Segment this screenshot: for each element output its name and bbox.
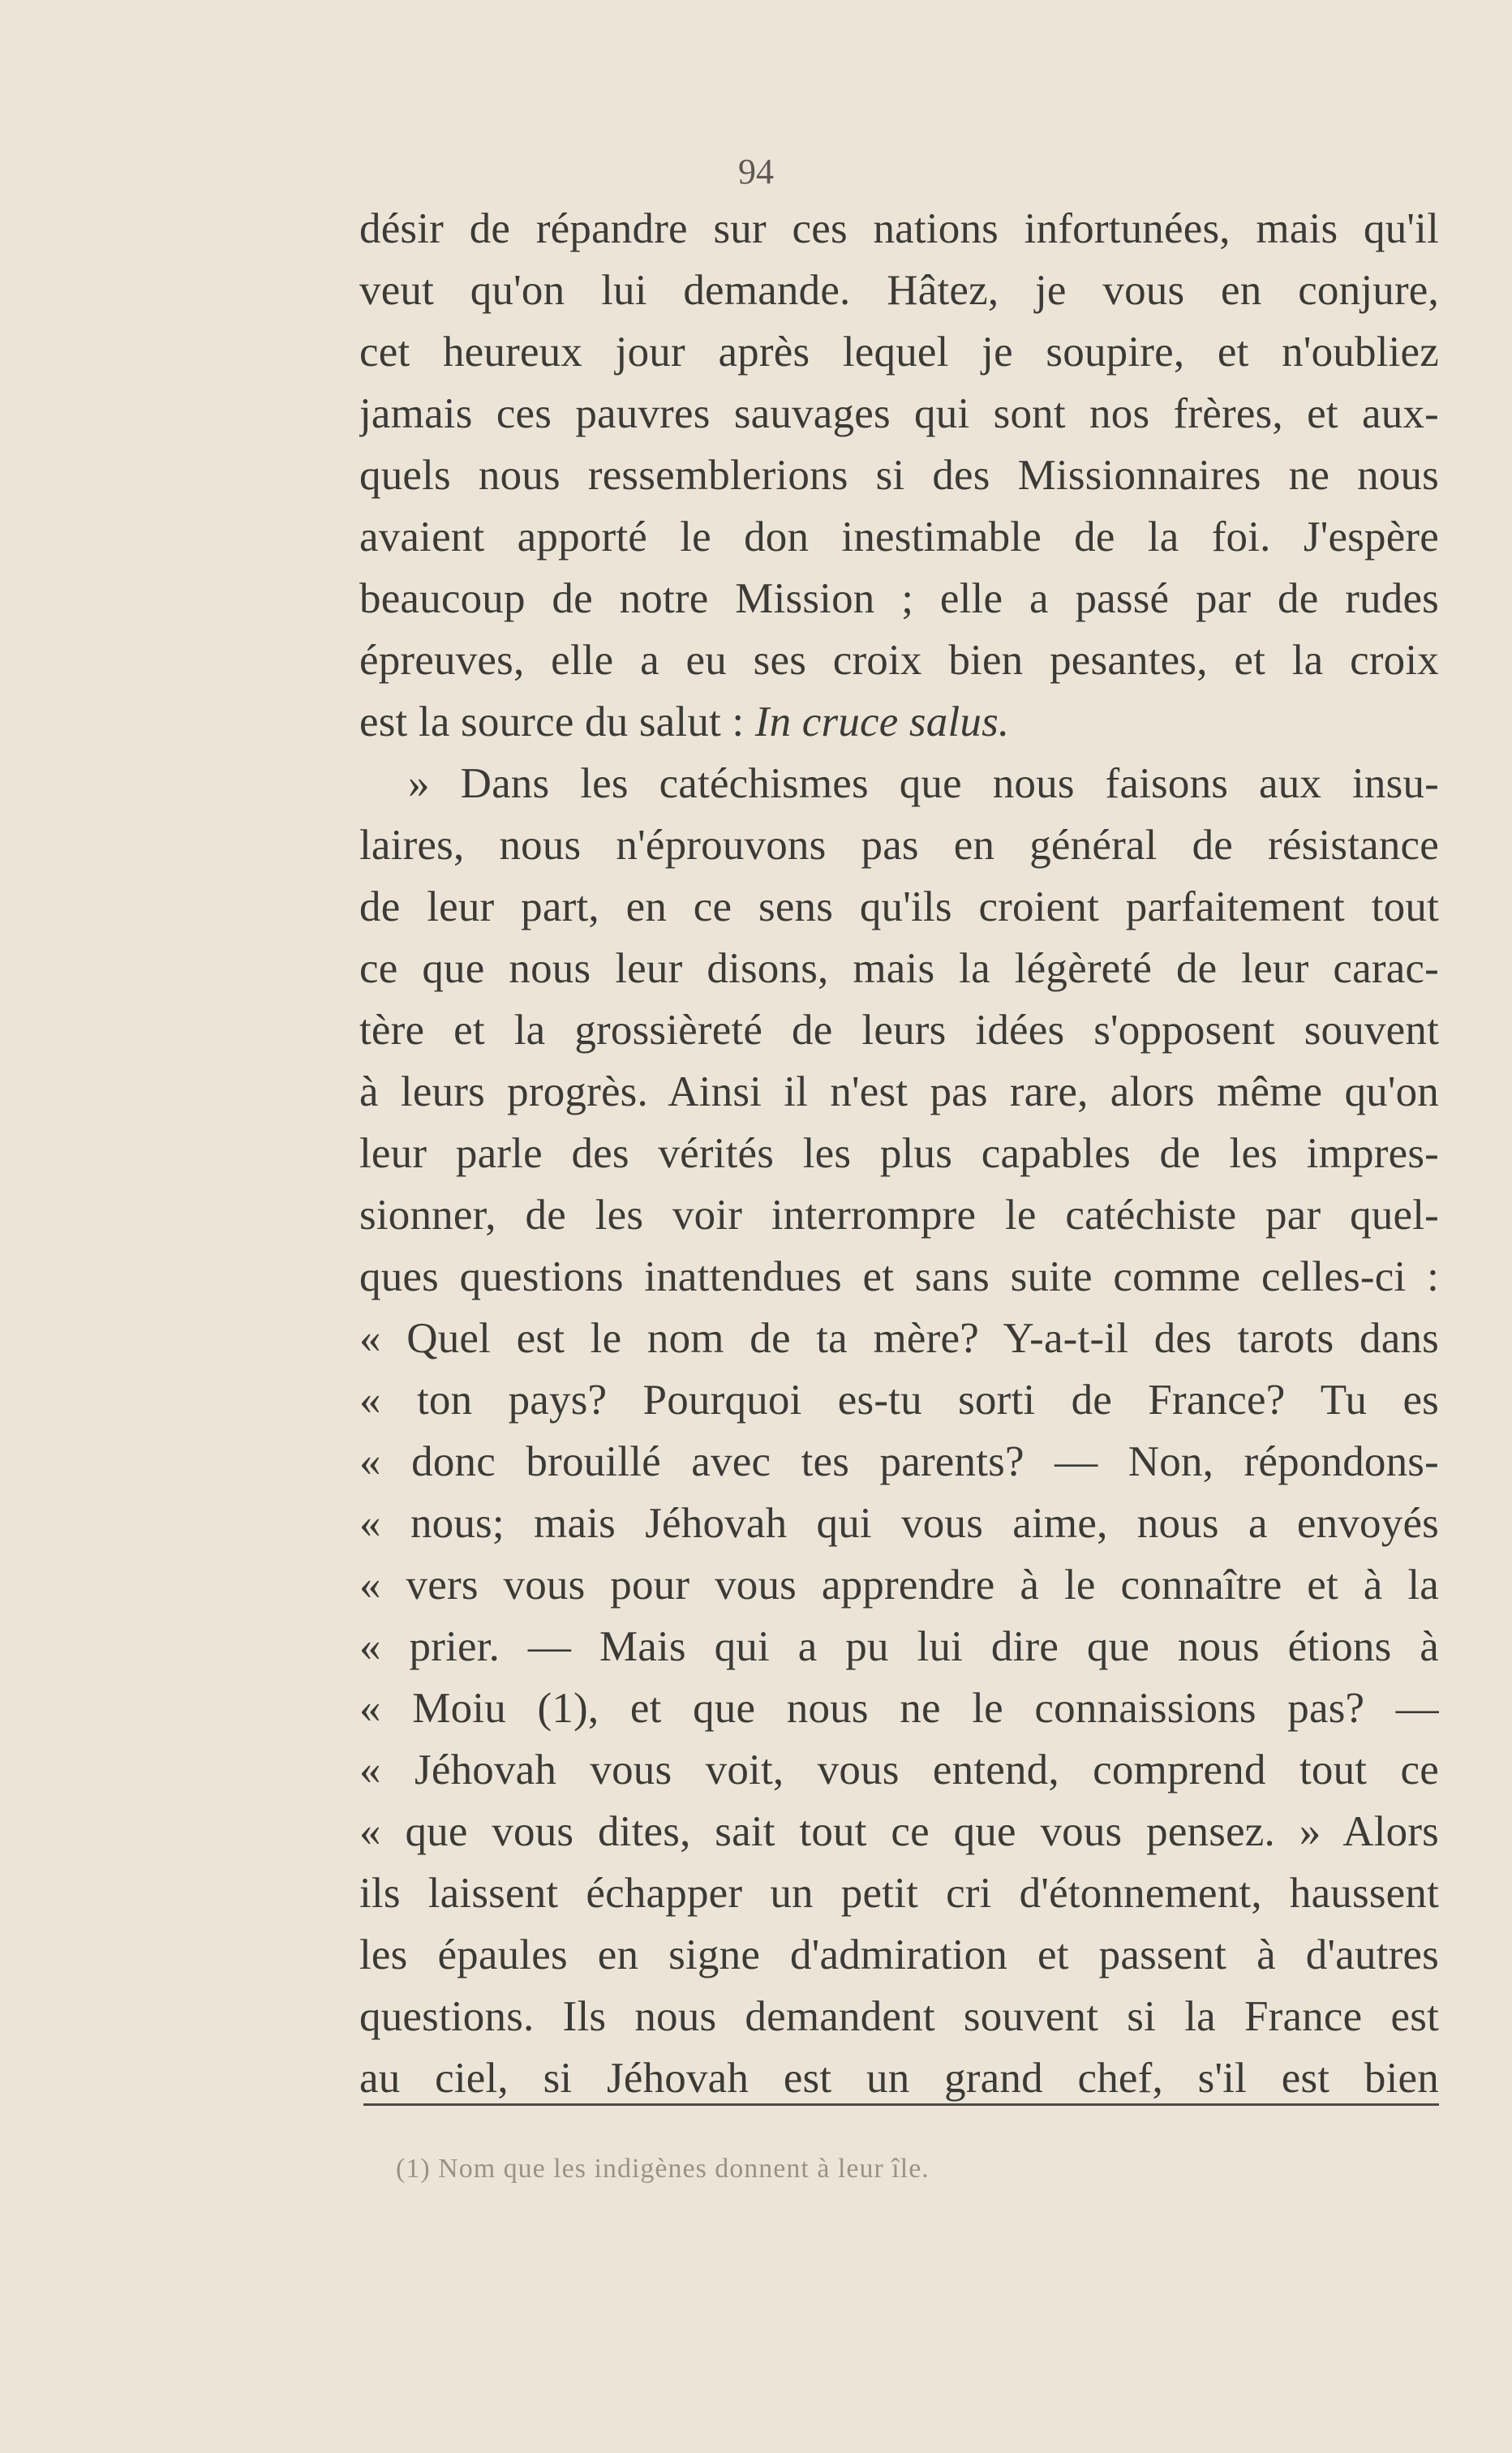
- text-line: au ciel, si Jéhovah est un grand chef, s'il est bien: [359, 2055, 1439, 2102]
- italic-motto: In cruce salus.: [754, 698, 1010, 745]
- body-text: [359, 198, 1439, 2109]
- text-line: beaucoup de notre Mission ; elle a passé par de rudes: [359, 575, 1439, 622]
- text-line-quote: « Jéhovah vous voit, vous entend, comprend tout ce: [359, 1746, 1439, 1794]
- text-line: veut qu'on lui demande. Hâtez, je vous en conjure,: [359, 267, 1439, 314]
- text-line-quote: « que vous dites, sait tout ce que vous pensez. » Alors: [359, 1808, 1439, 1855]
- text-line-quote: « Moiu (1), et que nous ne le connaissions pas? —: [359, 1685, 1439, 1732]
- text-line: jamais ces pauvres sauvages qui sont nos frères, et aux-: [359, 390, 1439, 437]
- text-line-quote: « vers vous pour vous apprendre à le connaître et à la: [359, 1562, 1439, 1609]
- text-line: ques questions inattendues et sans suite comme celles-ci :: [359, 1253, 1439, 1300]
- text-line-quote: « nous; mais Jéhovah qui vous aime, nous a envoyés: [359, 1500, 1439, 1547]
- text-line: laires, nous n'éprouvons pas en général de résistance: [359, 822, 1439, 869]
- text-line: de leur part, en ce sens qu'ils croient parfaitement tout: [359, 883, 1439, 930]
- text-line: tère et la grossièreté de leurs idées s'opposent souvent: [359, 1007, 1439, 1054]
- text-line-part: est la source du salut :: [359, 698, 745, 745]
- text-line: sionner, de les voir interrompre le catéchiste par quel-: [359, 1192, 1439, 1239]
- text-line-quote: « donc brouillé avec tes parents? — Non, répondons-: [359, 1438, 1439, 1485]
- text-line: avaient apporté le don inestimable de la foi. J'espère: [359, 513, 1439, 561]
- text-line: quels nous ressemblerions si des Missionnaires ne nous: [359, 452, 1439, 499]
- text-line: cet heureux jour après lequel je soupire, et n'oubliez: [359, 329, 1439, 376]
- text-line: questions. Ils nous demandent souvent si la France est: [359, 1993, 1439, 2040]
- text-line-quote: « prier. — Mais qui a pu lui dire que nous étions à: [359, 1623, 1439, 1670]
- text-line: à leurs progrès. Ainsi il n'est pas rare, alors même qu'on: [359, 1068, 1439, 1115]
- text-line-quote: « Quel est le nom de ta mère? Y-a-t-il des tarots dans: [359, 1315, 1439, 1362]
- text-line: ce que nous leur disons, mais la légèreté de leur carac-: [359, 945, 1439, 992]
- text-line: ils laissent échapper un petit cri d'étonnement, haussent: [359, 1870, 1439, 1917]
- text-line: leur parle des vérités les plus capables de les impres-: [359, 1130, 1439, 1177]
- text-line: désir de répandre sur ces nations infortunées, mais qu'il: [359, 205, 1439, 252]
- text-line-paragraph-end: [359, 691, 1439, 753]
- footnote: (1) Nom que les indigènes donnent à leur île.: [396, 2154, 930, 2184]
- text-line: les épaules en signe d'admiration et passent à d'autres: [359, 1931, 1439, 1978]
- text-line-quote: « ton pays? Pourquoi es-tu sorti de France? Tu es: [359, 1377, 1439, 1424]
- text-line-paragraph-start: » Dans les catéchismes que nous faisons aux insu-: [408, 760, 1439, 807]
- footnote-rule: [363, 2103, 1439, 2106]
- page-number: 94: [738, 152, 774, 191]
- text-line: épreuves, elle a eu ses croix bien pesantes, et la croix: [359, 637, 1439, 684]
